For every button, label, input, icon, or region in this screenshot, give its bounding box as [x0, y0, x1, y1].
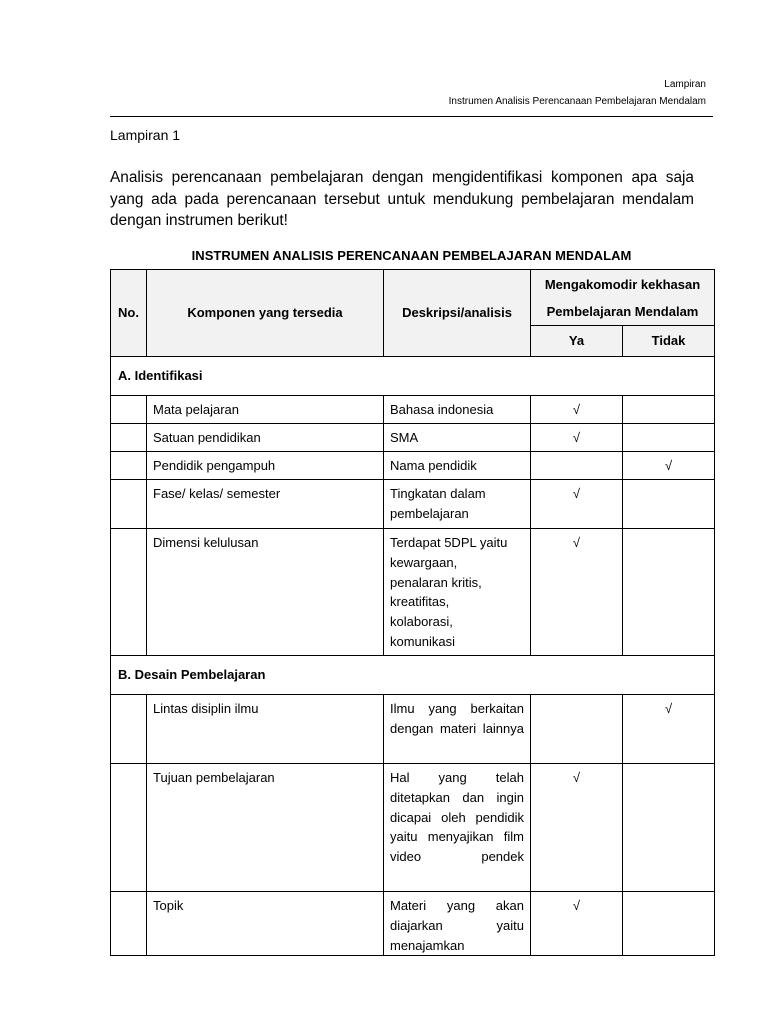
header-komponen: Komponen yang tersedia [147, 270, 384, 357]
table-title: INSTRUMEN ANALISIS PERENCANAAN PEMBELAJARAN MENDALAM [191, 248, 632, 263]
table-row [111, 452, 715, 480]
row-tidak-check [623, 396, 715, 424]
table-row [111, 396, 715, 424]
header-group-line2: Pembelajaran Mendalam [546, 303, 699, 319]
header-deskripsi: Deskripsi/analisis [384, 270, 531, 357]
table-row [111, 424, 715, 452]
row-no [111, 452, 147, 480]
row-deskripsi: Bahasa indonesia [384, 396, 531, 424]
row-no [111, 480, 147, 529]
row-ya-check: √ [531, 424, 623, 452]
appendix-label: Lampiran 1 [110, 127, 181, 143]
row-komponen: Lintas disiplin ilmu [147, 695, 384, 764]
row-ya-check: √ [531, 764, 623, 892]
row-ya-check: √ [531, 892, 623, 956]
row-komponen: Mata pelajaran [147, 396, 384, 424]
row-komponen: Dimensi kelulusan [147, 529, 384, 656]
analysis-table [110, 269, 715, 956]
table-row [111, 892, 715, 956]
section-b-heading: B. Desain Pembelajaran [111, 656, 715, 695]
row-tidak-check: √ [623, 695, 715, 764]
row-deskripsi: Tingkatan dalam pembelajaran [384, 480, 531, 529]
row-deskripsi: Ilmu yang berkaitan dengan materi lainnya [384, 695, 531, 764]
row-komponen: Satuan pendidikan [147, 424, 384, 452]
row-tidak-check [623, 480, 715, 529]
intro-paragraph: Analisis perencanaan pembelajaran dengan mengidentifikasi komponen apa saja yang ada pada perencanaan tersebut untuk mendukung pembelajaran mendalam dengan instrumen berikut! [110, 169, 694, 229]
header-group-line1: Mengakomodir kekhasan [544, 276, 701, 292]
row-no [111, 892, 147, 956]
row-komponen: Tujuan pembelajaran [147, 764, 384, 892]
table-row [111, 480, 715, 529]
row-tidak-check [623, 529, 715, 656]
header-group [531, 270, 715, 326]
row-tidak-check [623, 764, 715, 892]
row-tidak-check [623, 892, 715, 956]
row-ya-check: √ [531, 529, 623, 656]
row-deskripsi: Nama pendidik [384, 452, 531, 480]
row-no [111, 424, 147, 452]
row-no [111, 695, 147, 764]
row-tidak-check: √ [623, 452, 715, 480]
row-deskripsi: Hal yang telah ditetapkan dan ingin dicapai oleh pendidik yaitu menyajikan film video pendek [384, 764, 531, 892]
row-no [111, 396, 147, 424]
row-deskripsi: Terdapat 5DPL yaitu kewargaan, penalaran kritis, kreatifitas, kolaborasi, komunikasi [384, 529, 531, 656]
running-header-title: Lampiran [664, 79, 706, 90]
row-tidak-check [623, 424, 715, 452]
row-ya-check [531, 695, 623, 764]
row-komponen: Topik [147, 892, 384, 956]
header-ya: Ya [531, 326, 623, 357]
header-divider [110, 116, 713, 117]
running-header-subtitle: Instrumen Analisis Perencanaan Pembelajaran Mendalam [448, 96, 706, 107]
row-ya-check: √ [531, 480, 623, 529]
row-no [111, 529, 147, 656]
row-ya-check: √ [531, 396, 623, 424]
row-komponen: Fase/ kelas/ semester [147, 480, 384, 529]
row-no [111, 764, 147, 892]
row-deskripsi: Materi yang akan diajarkan yaitu menajamkan [384, 892, 531, 956]
table-row [111, 695, 715, 764]
row-ya-check [531, 452, 623, 480]
header-tidak: Tidak [623, 326, 715, 357]
table-row [111, 764, 715, 892]
header-no: No. [111, 270, 147, 357]
section-a-heading: A. Identifikasi [111, 357, 715, 396]
table-row [111, 529, 715, 656]
row-deskripsi: SMA [384, 424, 531, 452]
row-komponen: Pendidik pengampuh [147, 452, 384, 480]
